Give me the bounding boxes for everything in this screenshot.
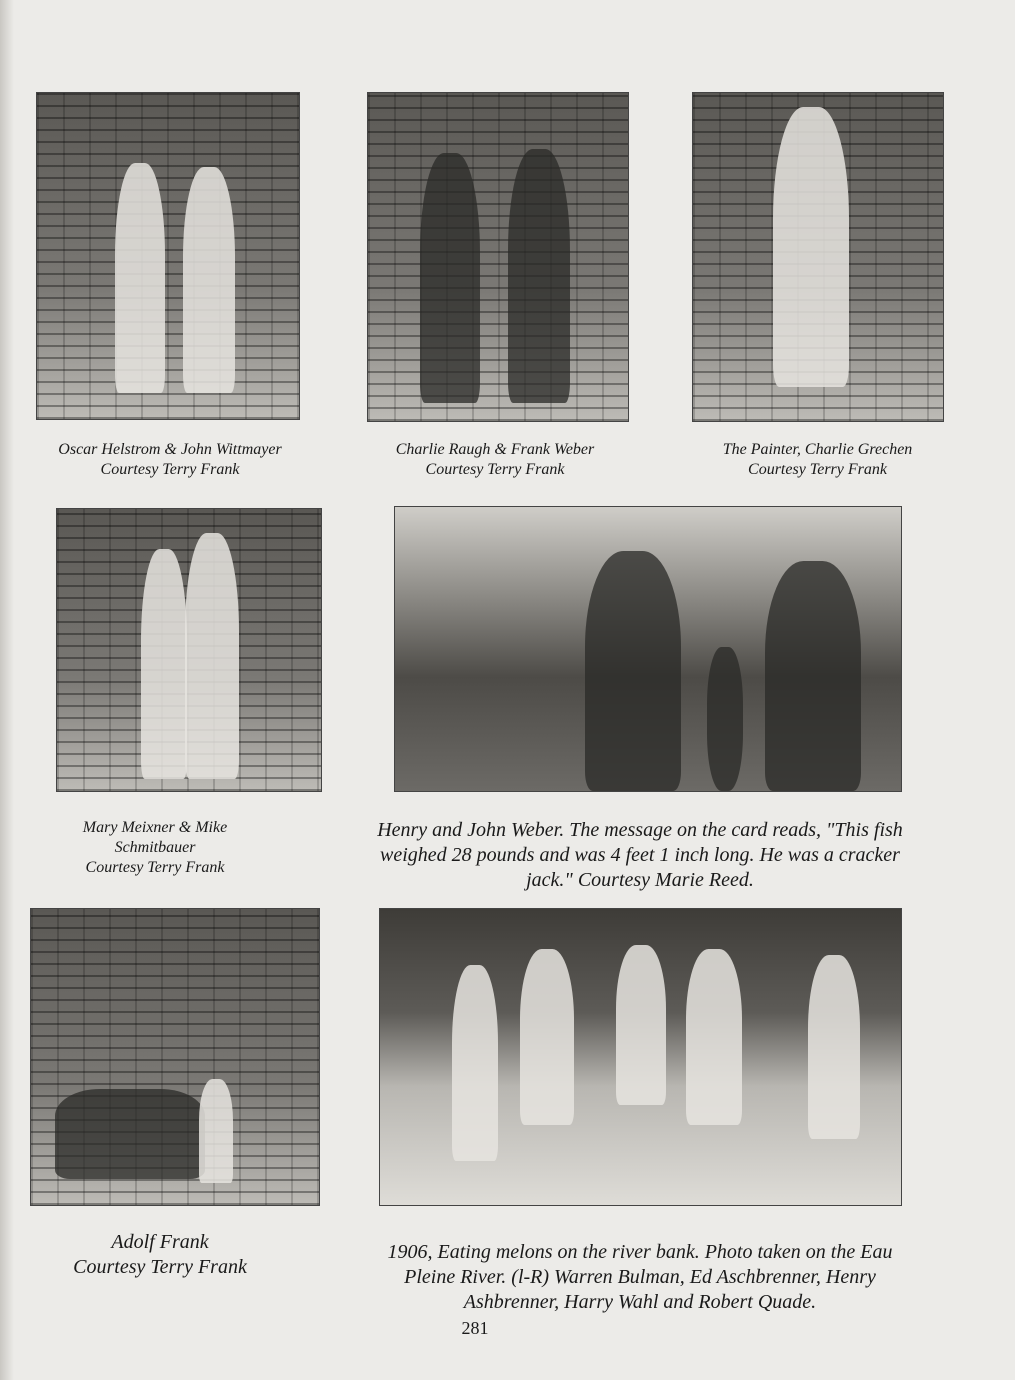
photo-painter-charlie-grechen [692, 92, 944, 422]
person-figure [616, 945, 666, 1105]
page-number: 281 [461, 1318, 489, 1338]
person-figure [141, 549, 187, 779]
person-figure [183, 167, 235, 393]
person-figure [520, 949, 574, 1125]
person-figure [808, 955, 860, 1139]
caption-painter-charlie-grechen: The Painter, Charlie Grechen Courtesy Terry Frank [722, 441, 913, 478]
caption-charlie-raugh-frank-weber: Charlie Raugh & Frank Weber Courtesy Terry Frank [395, 441, 595, 478]
caption-henry-john-weber-fish: Henry and John Weber. The message on the card reads, "This fish weighed 28 pounds and was 4 feet 1 inch long. He was a cracker jack." Courtesy Marie Reed. [377, 819, 903, 891]
caption-adolf-frank: Adolf Frank Courtesy Terry Frank [73, 1231, 247, 1278]
caption-eating-melons-river-bank: 1906, Eating melons on the river bank. Photo taken on the Eau Pleine River. (l-R) Warren Bulman, Ed Aschbrenner, Henry Ashbrenner, Harry Wahl and Robert Quade. [387, 1241, 893, 1313]
person-figure [773, 107, 849, 387]
photo-charlie-raugh-frank-weber [367, 92, 629, 422]
person-figure [115, 163, 165, 393]
photo-oscar-helstrom-john-wittmayer [36, 92, 300, 420]
person-figure [452, 965, 498, 1161]
photo-eating-melons-river-bank [379, 908, 902, 1206]
page-edge-shadow [0, 0, 14, 1380]
person-figure [585, 551, 681, 791]
person-figure [420, 153, 480, 403]
person-figure [185, 533, 239, 779]
person-figure [199, 1079, 233, 1183]
fish-figure [707, 647, 743, 791]
photo-mary-meixner-mike-schmitbauer [56, 508, 322, 792]
person-figure [508, 149, 570, 403]
caption-mary-meixner-mike-schmitbauer: Mary Meixner & Mike Schmitbauer Courtesy Terry Frank [82, 819, 228, 876]
caption-oscar-helstrom-john-wittmayer: Oscar Helstrom & John Wittmayer Courtesy Terry Frank [58, 441, 282, 478]
photo-adolf-frank [30, 908, 320, 1206]
photo-henry-john-weber-fish [394, 506, 902, 792]
person-figure [686, 949, 742, 1125]
person-figure [765, 561, 861, 791]
car-figure [55, 1089, 205, 1179]
